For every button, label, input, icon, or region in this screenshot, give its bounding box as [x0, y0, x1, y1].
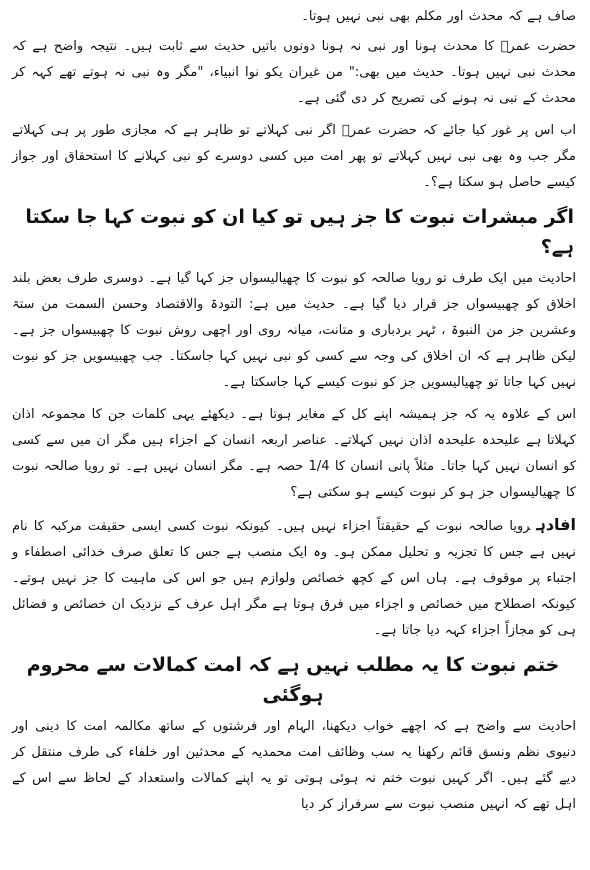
- paragraph-4: احادیث میں ایک طرف تو رویا صالحہ کو نبوت کا چھیالیسواں جز کہا گیا ہے۔ دوسری طرف بعض بلند اخلاق کو چھبیسواں جز قرار دیا گیا ہے۔ حدیث میں ہے: التودۃ والاقتصاد وحسن السمت من ستۃ وعشرین جز من النبوۃ ، ٹہر بردباری و متانت، میانہ روی اور اچھی روش نبوت کا چھبیسواں جز ہے۔ لیکن ظاہر ہے کہ ان اخلاق کی وجہ سے کسی کو نبی نہیں کہا جاسکتا۔ جب چھبیسویں جز کو نبوت نہیں کہا جاتا تو چھیالیسویں جز کو نبوت کیسے کہا جاسکتا ہے۔: [12, 271, 576, 390]
- ifada-text: رویا صالحہ نبوت کے حقیقتاً اجزاء نہیں ہیں۔ کیونکہ نبوت کسی ایسی حقیقت مرکبہ کا نام نہیں ہے جس کا تجزیہ و تحلیل ممکن ہو۔ وہ ایک منصب ہے جس کا تعلق صرف خدائی اصطفاء و اجتباء پر موقوف ہے۔ ہاں اس کے کچھ خصائص ولوازم ہیں جو اس کی ماہیت کا جز نہیں ہوتے۔ کیونکہ اصطلاح میں خصائص و اجزاء میں فرق ہوتا ہے مگر اہل عرف کے نزدیک ان خصائص و فضائل ہی کو مجازاً اجزاء کہہ دیا جاتا ہے۔: [12, 519, 576, 638]
- paragraph-5: اس کے علاوہ یہ کہ جز ہمیشہ اپنے کل کے مغایر ہوتا ہے۔ دیکھئے یہی کلمات جن کا مجموعہ اذان کہلاتا ہے علیحدہ علیحدہ اذان نہیں کہلاتے۔ عناصر اربعہ انسان کے اجزاء ہیں مگر ان میں سے کسی کو انسان نہیں کہا جاتا۔ مثلاً پانی انسان کا 1/4 حصہ ہے۔ مگر انسان نہیں ہے۔ تو رویا صالحہ نبوت کا چھیالیسواں جز ہو کر نبوت کیسے ہو سکتی ہے؟: [12, 407, 577, 500]
- ifada-label: افادہ: [536, 515, 576, 534]
- paragraph-6-ifada: [12, 512, 576, 644]
- paragraph-7: احادیث سے واضح ہے کہ اچھے خواب دیکھنا، الہام اور فرشتوں کے ساتھ مکالمہ امت کا دینی اور دنیوی نظم ونسق قائم رکھنا یہ سب وظائف امت محمدیہ کے محدثین اور خلفاء کی طرف منتقل کر دیے گئے ہیں۔ اگر کہیں نبوت ختم نہ ہوئی ہوتی تو یہ اپنے کمالات واستعداد کے لحاظ سے اس کے اہل تھے کہ انہیں منصب نبوت سے سرفراز کر دیا: [12, 719, 576, 812]
- paragraph-2: حضرت عمرؓ کا محدث ہونا اور نبی نہ ہونا دونوں باتیں حدیث سے ثابت ہیں۔ نتیجہ واضح ہے کہ محدث نبی نہیں ہوتا۔ حدیث میں بھی:" من غیران یکو نوا انبیاء، "مگر وہ نبی نہ ہوتے تھے کہہ کر محدث کے نبی نہ ہونے کی تصریح کر دی گئی ہے۔: [12, 39, 576, 106]
- paragraph-1: صاف ہے کہ محدث اور مکلم بھی نبی نہیں ہوتا۔: [301, 9, 576, 24]
- paragraph-3: اب اس پر غور کیا جائے کہ حضرت عمرؓ اگر نبی کہلاتے تو ظاہر ہے کہ مجازی طور پر ہی کہلاتے مگر جب وہ بھی نبی نہیں کہلاتے تو پھر امت میں کسی دوسرے کو نبی کہلانے کا استحقاق اور جواز کیسے حاصل ہو سکتا ہے؟۔: [12, 123, 576, 190]
- section-heading-khatm-nubuwwat: ختم نبوت کا یہ مطلب نہیں ہے کہ امت کمالات سے محروم ہوگئی: [26, 654, 560, 706]
- section-heading-mubashshirat: اگر مبشرات نبوت کا جز ہیں تو کیا ان کو نبوت کہا جا سکتا ہے؟: [25, 206, 574, 258]
